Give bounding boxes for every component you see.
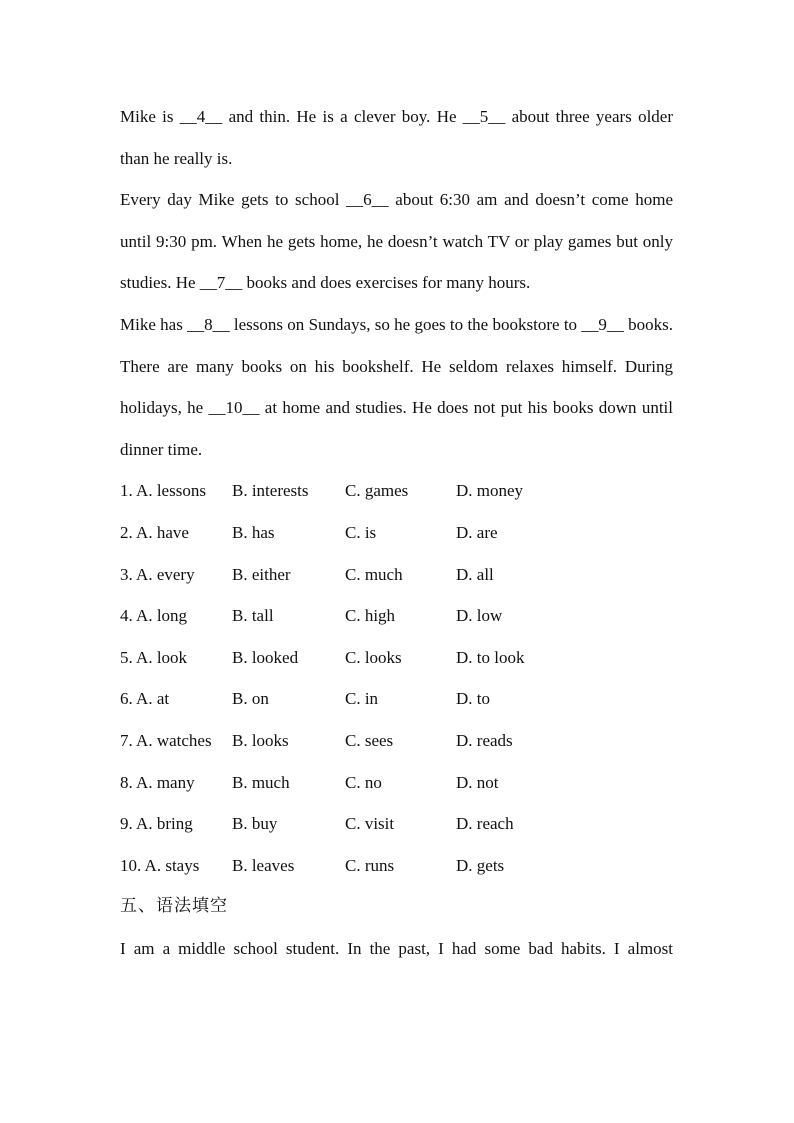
question-row: [120, 762, 673, 804]
option-d: D. not: [456, 772, 499, 792]
option-a: 5. A. look: [120, 647, 188, 667]
option-c: C. high: [345, 606, 396, 626]
option-b: B. leaves: [232, 855, 295, 875]
option-a: 2. A. have: [120, 522, 189, 542]
option-b: B. either: [232, 564, 291, 584]
document-page: [120, 96, 673, 969]
option-a: 1. A. lessons: [120, 481, 206, 501]
option-b: B. on: [232, 689, 269, 709]
option-a: 10. A. stays: [120, 855, 200, 875]
option-b: B. tall: [232, 606, 274, 626]
option-d: D. reads: [456, 730, 513, 750]
option-c: C. is: [345, 522, 377, 542]
option-a: 4. A. long: [120, 606, 188, 626]
option-c: C. in: [345, 689, 379, 709]
option-b: B. looks: [232, 730, 289, 750]
option-d: D. reach: [456, 814, 514, 834]
option-d: D. to: [456, 689, 490, 709]
option-c: C. much: [345, 564, 403, 584]
question-row: [120, 803, 673, 845]
option-c: C. looks: [345, 647, 402, 667]
option-b: B. buy: [232, 814, 278, 834]
option-d: D. to look: [456, 647, 525, 667]
question-row: [120, 470, 673, 512]
option-a: 6. A. at: [120, 689, 170, 709]
question-row: [120, 554, 673, 596]
option-d: D. low: [456, 606, 503, 626]
question-list: [120, 470, 673, 886]
option-a: 9. A. bring: [120, 814, 193, 834]
option-c: C. no: [345, 772, 382, 792]
option-d: D. money: [456, 481, 524, 501]
next-passage-line: I am a middle school student. In the past, I had some bad habits. I almost: [120, 938, 673, 958]
passage-paragraph-2: Every day Mike gets to school __6__ about 6:30 am and doesn’t come home until 9:30 pm. When he gets home, he doesn’t watch TV or play games but only studies. He __7__ books and does exercises for many hours.: [120, 190, 673, 293]
option-d: D. are: [456, 522, 498, 542]
question-row: [120, 595, 673, 637]
option-b: B. interests: [232, 481, 309, 501]
option-a: 8. A. many: [120, 772, 195, 792]
question-row: [120, 637, 673, 679]
option-b: B. looked: [232, 647, 299, 667]
question-row: [120, 720, 673, 762]
question-row: [120, 512, 673, 554]
passage-paragraph-3: Mike has __8__ lessons on Sundays, so he goes to the bookstore to __9__ books. There are many books on his bookshelf. He seldom relaxes himself. During holidays, he __10__ at home and studies. He does not put his books down until dinner time.: [120, 314, 673, 459]
option-d: D. all: [456, 564, 494, 584]
option-b: B. much: [232, 772, 290, 792]
option-c: C. sees: [345, 730, 394, 750]
passage-paragraph-1: Mike is __4__ and thin. He is a clever boy. He __5__ about three years older than he really is.: [120, 107, 673, 168]
option-a: 7. A. watches: [120, 730, 212, 750]
option-c: C. runs: [345, 855, 395, 875]
option-a: 3. A. every: [120, 564, 195, 584]
option-c: C. games: [345, 481, 409, 501]
option-b: B. has: [232, 522, 275, 542]
option-d: D. gets: [456, 855, 505, 875]
option-c: C. visit: [345, 814, 395, 834]
section-title: 五、语法填空: [120, 896, 228, 917]
question-row: [120, 678, 673, 720]
question-row: [120, 845, 673, 887]
